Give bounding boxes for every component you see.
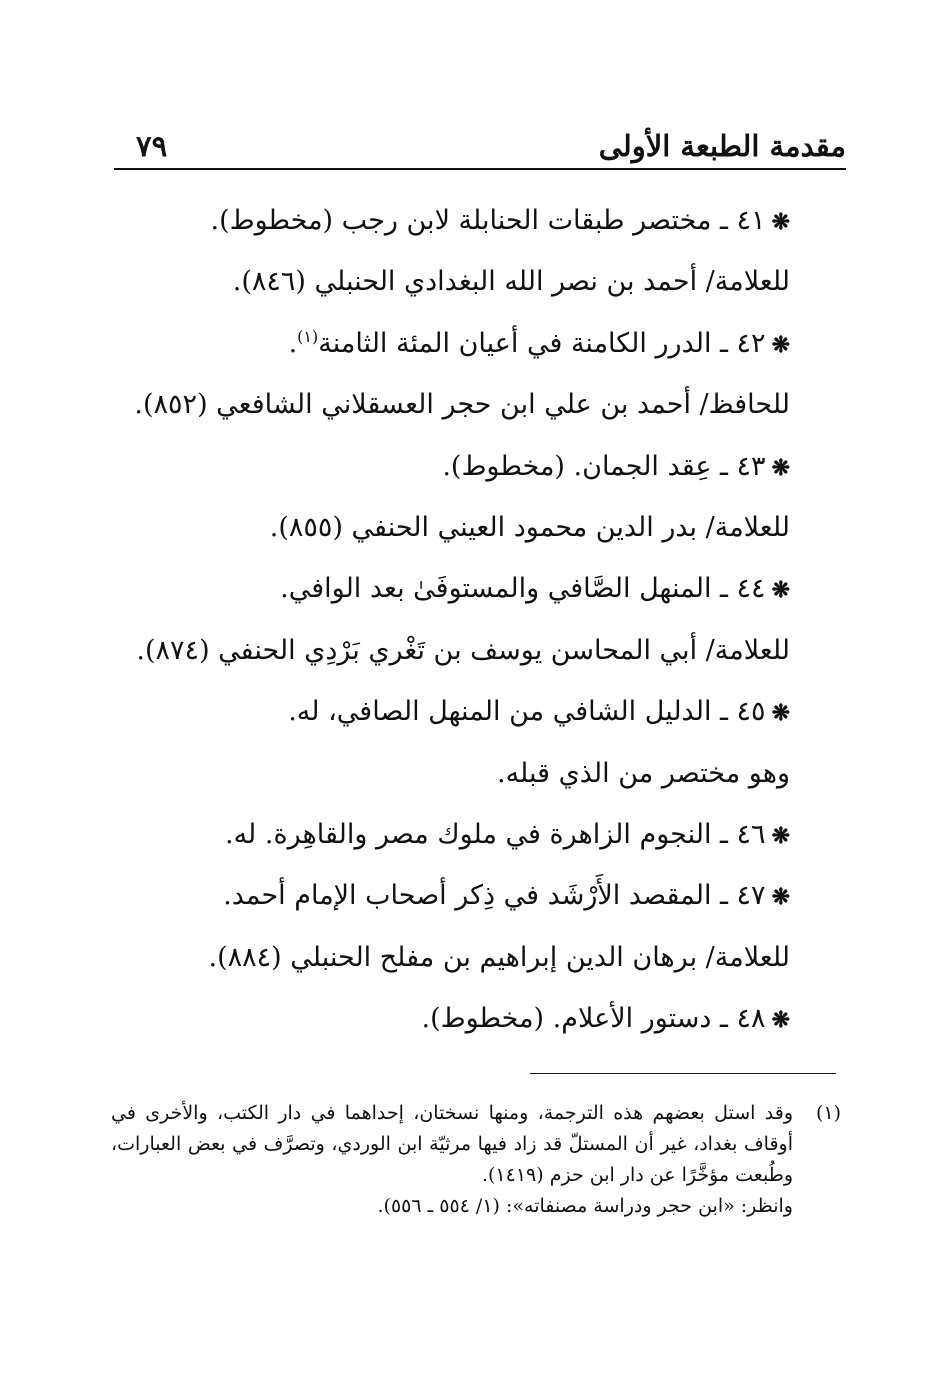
entry-41-title: ❋٤١ ـ مختصر طبقات الحنابلة لابن رجب (مخطوط). — [210, 205, 790, 236]
star-icon: ❋ — [771, 331, 790, 358]
footnote-body: وقد استل بعضهم هذه الترجمة، ومنها نسختان، إحداهما في دار الكتب، والأخرى في أوقاف بغداد، غير أن المستلّ قد زاد فيها مرثيّة ابن الوردي، وتصرَّف في بعض العبارات، وطُبعت مؤخَّرًا عن دار ابن حزم (١٤١٩). — [111, 1102, 793, 1186]
entry-48-title: ❋٤٨ ـ دستور الأعلام. (مخطوط). — [421, 1003, 790, 1035]
entry-44-title: ❋٤٤ ـ المنهل الصَّافي والمستوفَىٰ بعد الوافي. — [280, 573, 790, 605]
footnote-reference[interactable]: (١) — [297, 326, 319, 346]
entry-46-title: ❋٤٦ ـ النجوم الزاهرة في ملوك مصر والقاهِرة. له. — [225, 818, 790, 850]
entry-43-title: ❋٤٣ ـ عِقد الجمان. (مخطوط). — [442, 450, 790, 482]
page-header — [114, 126, 846, 170]
entry-43-author: للعلامة/ بدر الدين محمود العيني الحنفي (٨٥٥). — [269, 511, 790, 543]
page-number: ٧٩ — [136, 129, 168, 163]
footnote-marker: (١) — [815, 1102, 841, 1124]
star-icon: ❋ — [771, 454, 790, 481]
star-icon: ❋ — [771, 884, 790, 911]
star-icon: ❋ — [771, 700, 790, 727]
entry-44-author: للعلامة/ أبي المحاسن يوسف بن تَغْري بَرْدِي الحنفي (٨٧٤). — [136, 634, 790, 666]
star-icon: ❋ — [771, 1007, 790, 1034]
entries-list — [134, 190, 790, 1049]
entry-45-title: ❋٤٥ ـ الدليل الشافي من المنهل الصافي، له. — [288, 696, 790, 728]
entry-41-author: للعلامة/ أحمد بن نصر الله البغدادي الحنبلي (٨٤٦). — [232, 266, 790, 298]
footnote-see-also: وانظر: «ابن حجر ودراسة مصنفاته»: (١/ ٥٥٤ ـ ٥٥٦). — [377, 1195, 793, 1217]
entry-47-title: ❋٤٧ ـ المقصد الأَرْشَد في ذِكر أصحاب الإمام أحمد. — [223, 880, 790, 912]
header-rule — [114, 168, 846, 170]
entry-42-author: للحافظ/ أحمد بن علي ابن حجر العسقلاني الشافعي (٨٥٢). — [134, 389, 790, 421]
running-title: مقدمة الطبعة الأولى — [598, 129, 846, 163]
star-icon: ❋ — [771, 209, 790, 235]
star-icon: ❋ — [771, 822, 790, 849]
star-icon: ❋ — [771, 577, 790, 604]
footnote — [111, 1098, 841, 1222]
entry-47-author: للعلامة/ برهان الدين إبراهيم بن مفلح الحنبلي (٨٨٤). — [208, 941, 790, 973]
footnote-rule — [530, 1073, 836, 1074]
entry-42-title: ❋٤٢ ـ الدرر الكامنة في أعيان المئة الثامنة$^{(١)}$. — [288, 326, 790, 359]
entry-45-note: وهو مختصر من الذي قبله. — [496, 757, 790, 789]
